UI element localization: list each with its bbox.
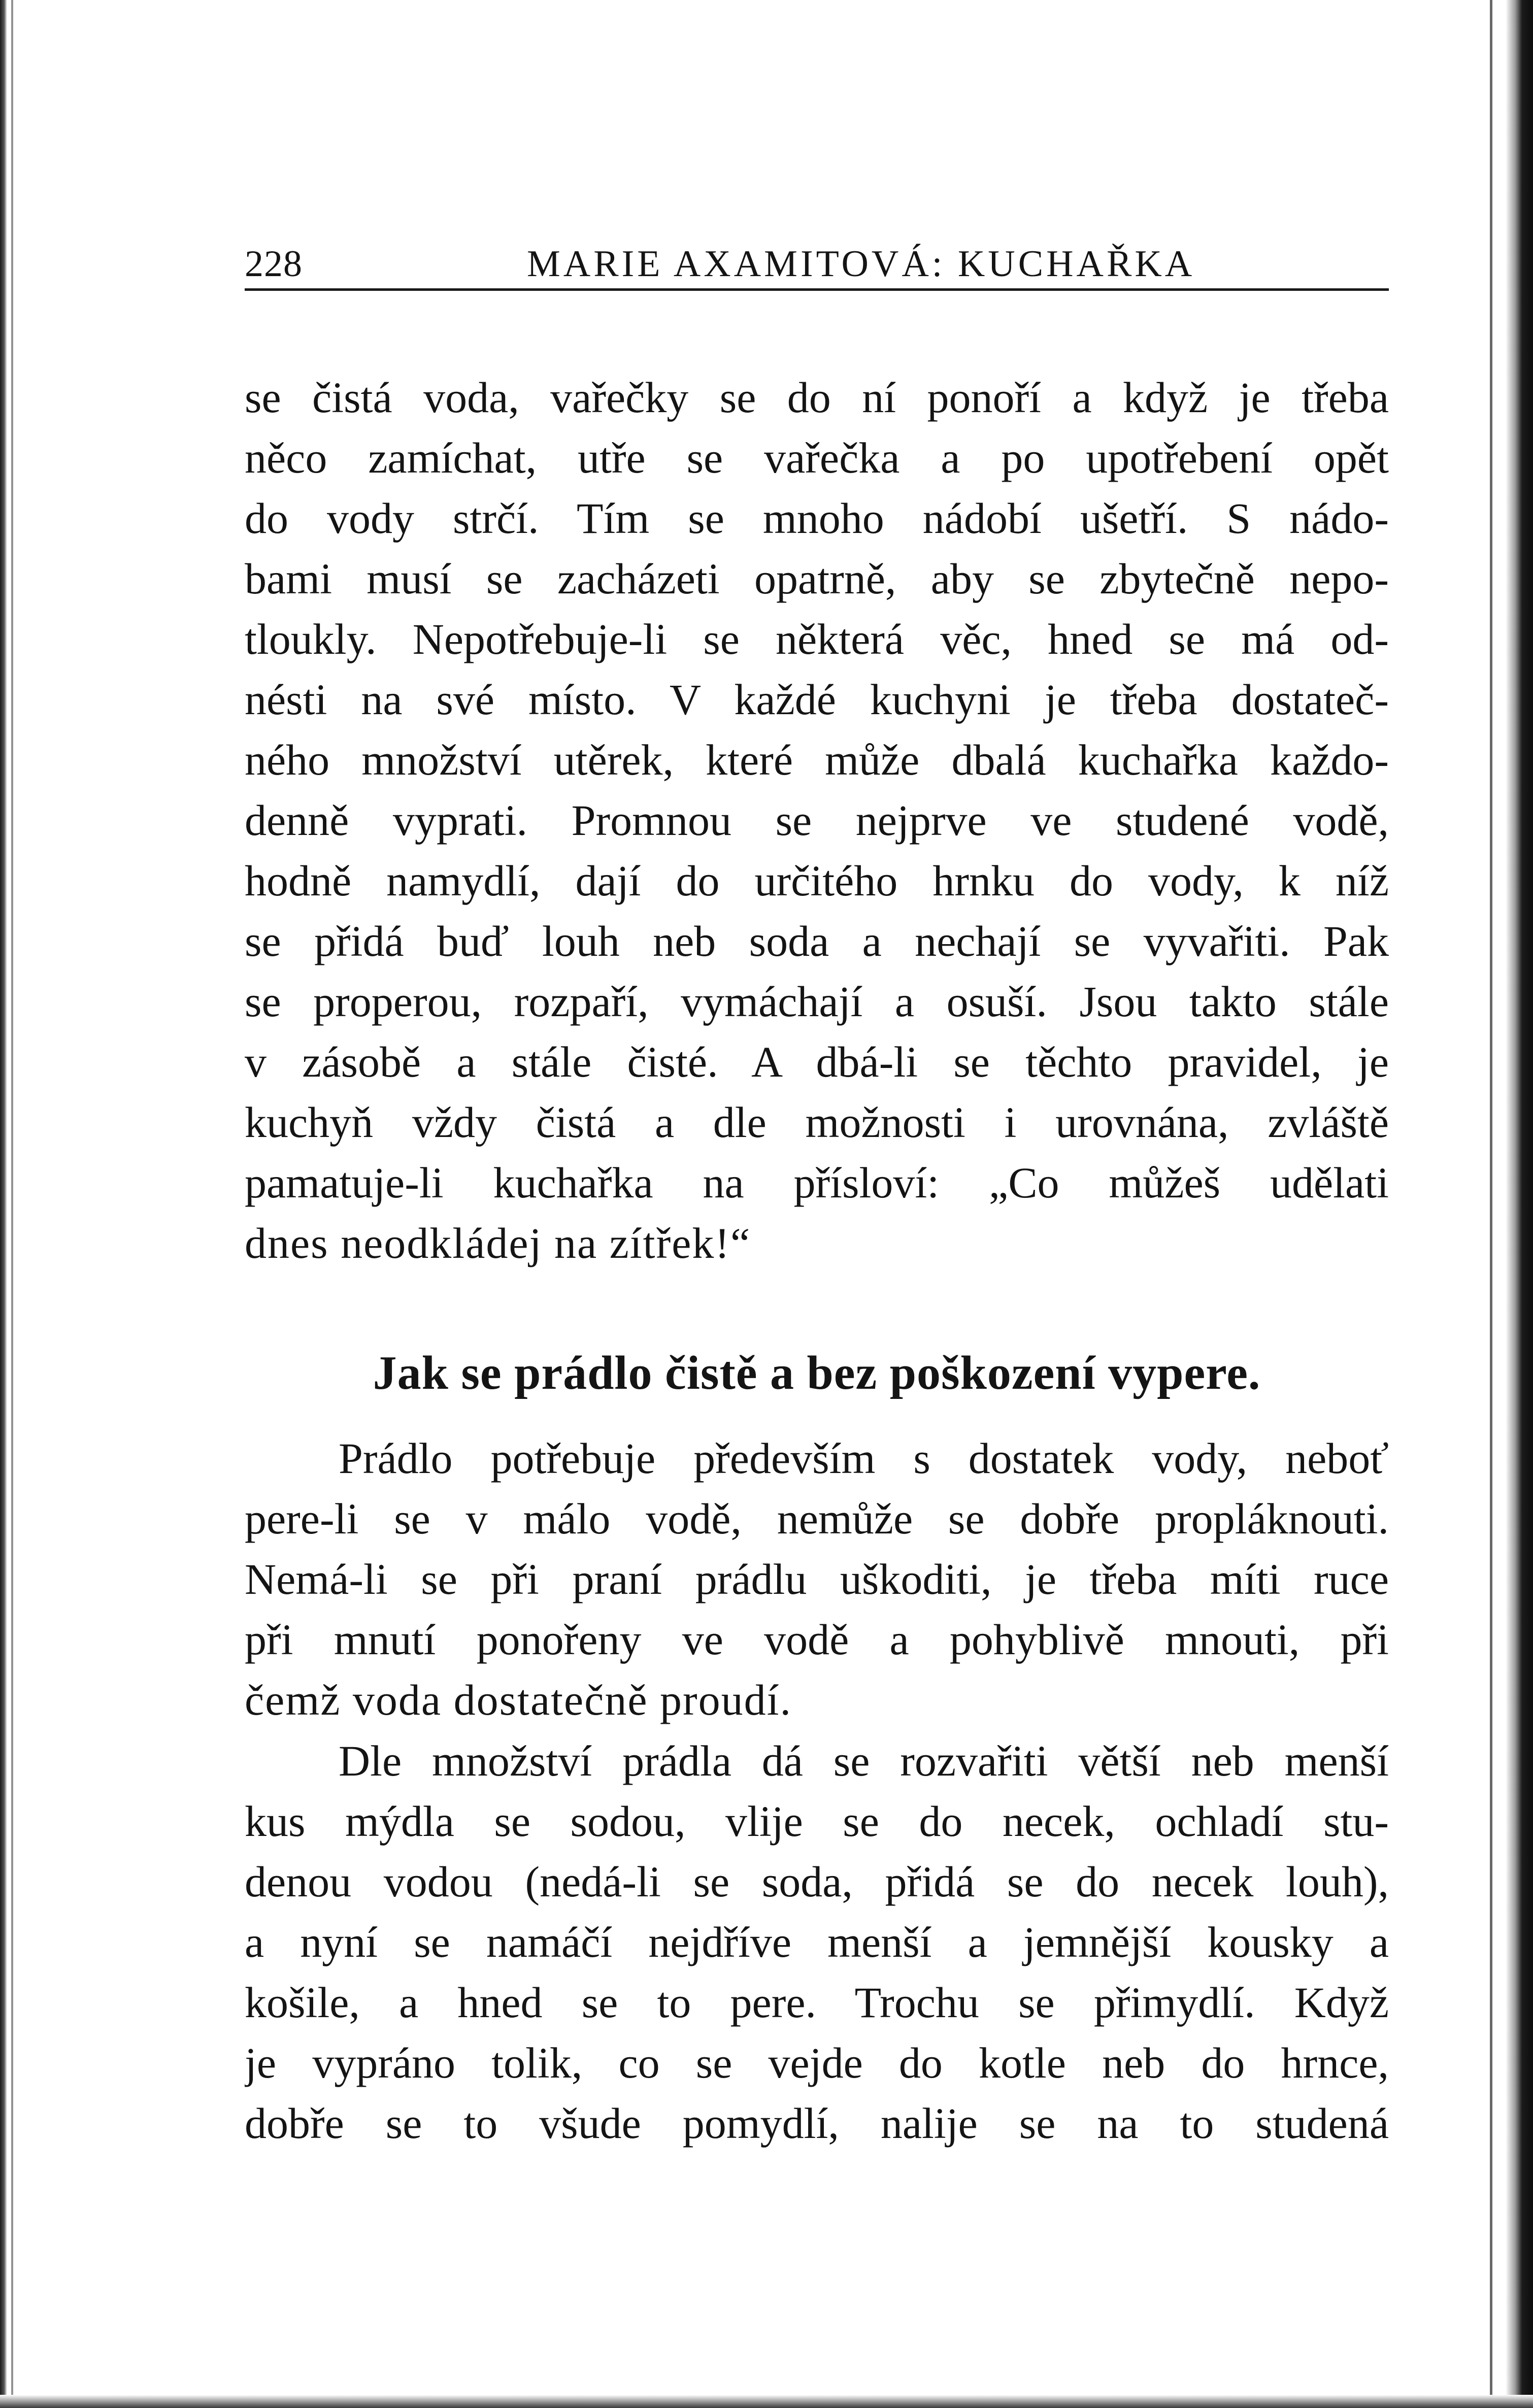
paragraph-kitchen-cleanliness — [245, 367, 1389, 1274]
running-head — [245, 243, 1389, 291]
text-line: se properou, rozpaří, vymáchají a osuší. Jsou takto stále — [245, 977, 1389, 1026]
text-line: nésti na své místo. V každé kuchyni je třeba dostateč- — [245, 675, 1389, 724]
text-line: košile, a hned se to pere. Trochu se přimydlí. Když — [245, 1978, 1389, 2027]
text-line: čemž voda dostatečně proudí. — [245, 1676, 792, 1724]
scan-edge-left-line — [11, 0, 13, 2408]
text-line: denně vyprati. Promnou se nejprve ve studené vodě, — [245, 796, 1389, 845]
section-heading: Jak se prádlo čistě a bez poškození vypere. — [373, 1347, 1261, 1399]
text-line: bami musí se zacházeti opatrně, aby se zbytečně nepo- — [245, 554, 1389, 603]
text-line: do vody strčí. Tím se mnoho nádobí ušetří. S nádo- — [245, 494, 1389, 543]
text-line: pere-li se v málo vodě, nemůže se dobře propláknouti. — [245, 1494, 1389, 1543]
text-line: ného množství utěrek, které může dbalá kuchařka každo- — [245, 735, 1389, 784]
text-line: hodně namydlí, dají do určitého hrnku do vody, k níž — [245, 856, 1389, 905]
text-line: denou vodou (nedá-li se soda, přidá se do necek louh), — [245, 1857, 1389, 1906]
text-line: pamatuje-li kuchařka na přísloví: „Co můžeš udělati — [245, 1158, 1389, 1207]
text-line: a nyní se namáčí nejdříve menší a jemnější kousky a — [245, 1918, 1389, 1966]
text-line: Nemá-li se při praní prádlu uškoditi, je třeba míti ruce — [245, 1555, 1389, 1603]
text-line: kuchyň vždy čistá a dle možnosti i urovnána, zvláště — [245, 1098, 1389, 1147]
scan-edge-right — [1506, 0, 1533, 2408]
page-number: 228 — [245, 243, 303, 285]
text-line: něco zamíchat, utře se vařečka a po upotřebení opět — [245, 433, 1389, 482]
text-line: při mnutí ponořeny ve vodě a pohyblivě mnouti, při — [245, 1615, 1389, 1664]
text-line: kus mýdla se sodou, vlije se do necek, ochladí stu- — [245, 1797, 1389, 1846]
text-line: Prádlo potřebuje především s dostatek vody, neboť — [339, 1434, 1389, 1483]
text-line: se přidá buď louh neb soda a nechají se vyvařiti. Pak — [245, 917, 1389, 965]
running-head-title: MARIE AXAMITOVÁ: KUCHAŘKA — [527, 243, 1195, 285]
paragraph-laundry-soap — [245, 1731, 1389, 2154]
text-line: je vypráno tolik, co se vejde do kotle neb do hrnce, — [245, 2038, 1389, 2087]
scan-edge-left — [0, 0, 7, 2408]
text-line: tloukly. Nepotřebuje-li se některá věc, hned se má od- — [245, 615, 1389, 663]
text-line: dobře se to všude pomydlí, nalije se na to studená — [245, 2099, 1389, 2148]
text-line: v zásobě a stále čisté. A dbá-li se těchto pravidel, je — [245, 1038, 1389, 1086]
paragraph-laundry-water — [245, 1428, 1389, 1730]
text-line: se čistá voda, vařečky se do ní ponoří a když je třeba — [245, 373, 1389, 422]
text-line: Dle množství prádla dá se rozvařiti větší neb menší — [339, 1736, 1389, 1785]
scan-edge-right-line — [1490, 0, 1492, 2408]
scan-edge-bottom — [0, 2395, 1533, 2408]
text-line: dnes neodkládej na zítřek!“ — [245, 1219, 751, 1267]
